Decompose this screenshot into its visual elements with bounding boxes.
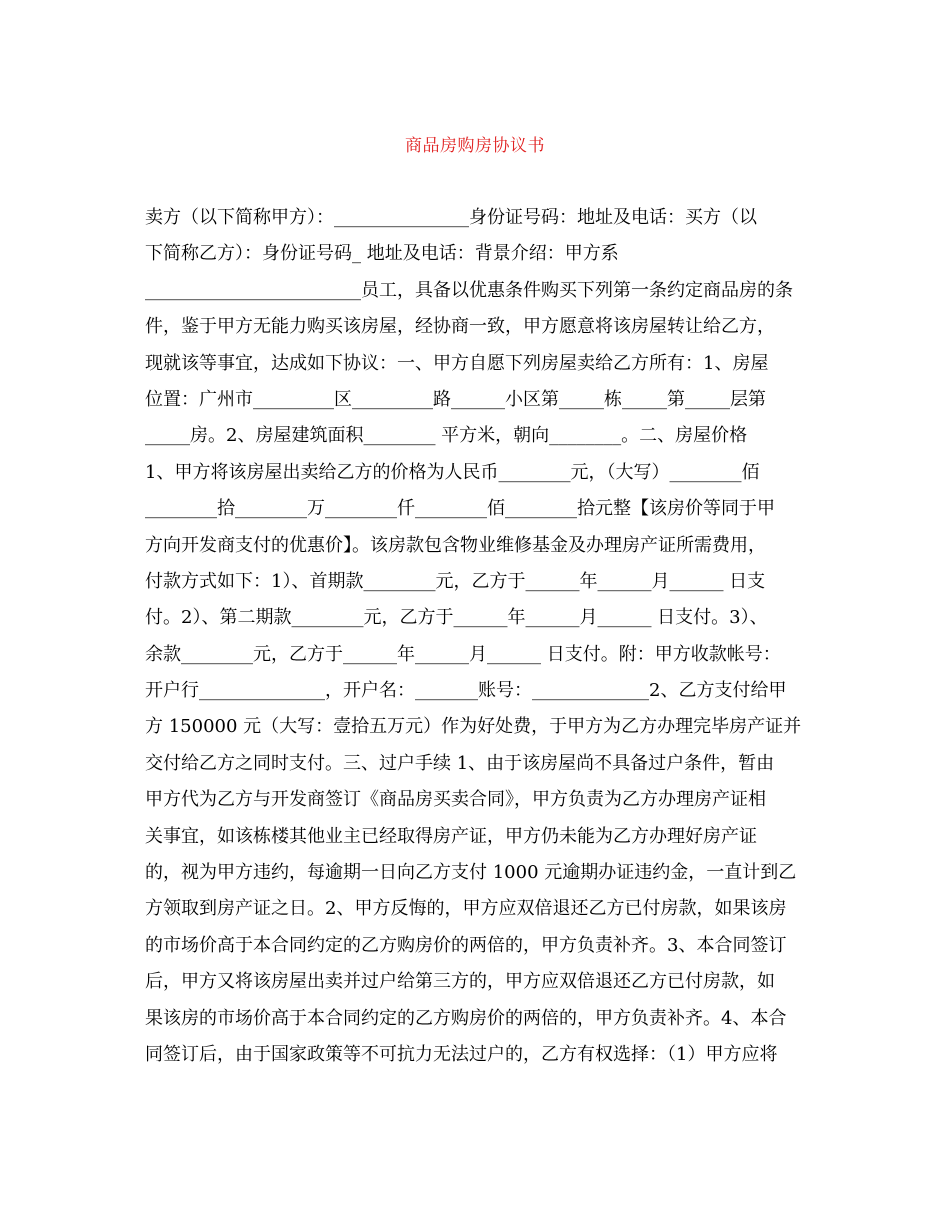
body-line: 件，鉴于甲方无能力购买该房屋，经协商一致，甲方愿意将该房屋转让给乙方， [145, 316, 775, 338]
document-title: 商品房购房协议书 [405, 136, 545, 156]
body-line: 的，视为甲方违约，每逾期一日向乙方支付 1000 元逾期办证违约金，一直计到乙 [145, 862, 797, 884]
body-line: 后，甲方又将该房屋出卖并过户给第三方的，甲方应双倍退还乙方已付房款，如 [145, 971, 775, 993]
body-line: _____房。2、房屋建筑面积________ 平方米，朝向________。二、房屋价格 [145, 425, 748, 447]
document-body [145, 200, 805, 1073]
body-line: 同签订后，由于国家政策等不可抗力无法过户的，乙方有权选择：（1）甲方应将 [145, 1043, 778, 1065]
body-line: 方向开发商支付的优惠价】。该房款包含物业维修基金及办理房产证所需费用， [145, 534, 766, 556]
body-line: 甲方代为乙方与开发商签订《商品房买卖合同》，甲方负责为乙方办理房产证相 [145, 789, 766, 811]
body-line: 方领取到房产证之日。2、甲方反悔的，甲方应双倍退还乙方已付房款，如果该房 [145, 898, 787, 920]
body-line: 余款________元，乙方于______年______月______ 日支付。附：甲方收款帐号： [145, 643, 781, 665]
body-line: 开户行______________，开户名：_______账号：_____________2、乙方支付给甲 [145, 680, 787, 702]
body-line: 付款方式如下：1）、首期款________元，乙方于______年______月______ 日支 [145, 570, 766, 592]
body-line: ________________________员工，具备以优惠条件购买下列第一条约定商品房的条 [145, 279, 793, 301]
body-line: ________拾________万________仟________佰________拾元整【该房价等同于甲 [145, 498, 775, 520]
body-line: 交付给乙方之同时支付。三、过户手续 1、由于该房屋尚不具备过户条件，暂由 [145, 752, 775, 774]
body-line: 1、甲方将该房屋出卖给乙方的价格为人民币________元，（大写）________佰 [145, 461, 760, 483]
body-line: 位置：广州市_________区_________路______小区第_____栋_____第_____层第 [145, 388, 766, 410]
body-line: 下简称乙方）：身份证号码_ 地址及电话：背景介绍：甲方系 [145, 243, 619, 265]
body-line: 果该房的市场价高于本合同约定的乙方购房价的两倍的，甲方负责补齐。4、本合 [145, 1007, 787, 1029]
body-line: 方 150000 元（大写：壹拾五万元）作为好处费，于甲方为乙方办理完毕房产证并 [145, 716, 802, 738]
body-line: 付。2）、第二期款________元，乙方于______年______月______ 日支付。3）、 [145, 607, 768, 629]
body-line: 的市场价高于本合同约定的乙方购房价的两倍的，甲方负责补齐。3、本合同签订 [145, 934, 787, 956]
body-line: 关事宜，如该栋楼其他业主已经取得房产证，甲方仍未能为乙方办理好房产证 [145, 825, 757, 847]
body-line: 现就该等事宜，达成如下协议：一、甲方自愿下列房屋卖给乙方所有：1、房屋 [145, 352, 769, 374]
body-line: 卖方（以下简称甲方）：_______________身份证号码：地址及电话：买方（以 [145, 207, 757, 228]
